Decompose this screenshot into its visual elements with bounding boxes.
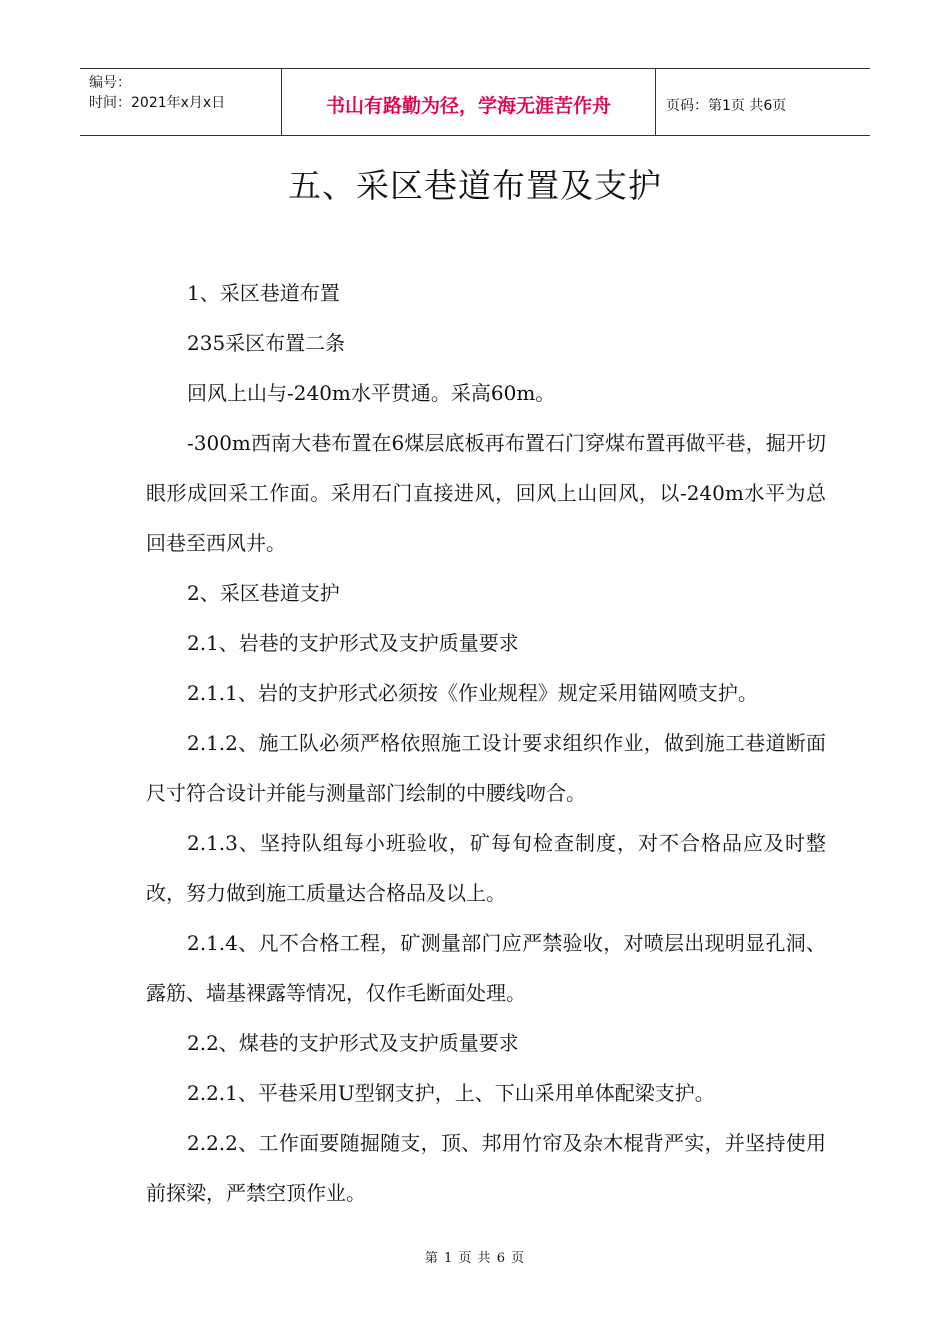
document-body — [146, 268, 826, 1218]
paragraph: 235采区布置二条 — [187, 331, 346, 355]
paragraph: 2.1.1、岩的支护形式必须按《作业规程》规定采用锚网喷支护。 — [187, 681, 758, 705]
paragraph: 2.1.4、凡不合格工程，矿测量部门应严禁验收，对喷层出现明显孔洞、露筋、墙基裸露等情况，仅作毛断面处理。 — [146, 931, 826, 1005]
paragraph: 2.1、岩巷的支护形式及支护质量要求 — [187, 631, 519, 655]
header-page-code: 页码：第1页 共6页 — [666, 98, 787, 114]
document-time-label: 时间：2021年x月x日 — [89, 95, 226, 111]
header-page-cell — [656, 69, 870, 135]
header-motto: 书山有路勤为径，学海无涯苦作舟 — [325, 95, 611, 117]
page-footer: 第 1 页 共 6 页 — [424, 1251, 526, 1266]
paragraph: -300m西南大巷布置在6煤层底板再布置石门穿煤布置再做平巷，掘开切眼形成回采工作面。采用石门直接进风，回风上山回风，以-240m水平为总回巷至西风井。 — [146, 431, 826, 555]
paragraph: 2.2、煤巷的支护形式及支护质量要求 — [187, 1031, 519, 1055]
paragraph: 2.2.2、工作面要随掘随支，顶、邦用竹帘及杂木棍背严实，并坚持使用前探梁，严禁空顶作业。 — [146, 1131, 826, 1205]
header-table — [80, 68, 870, 136]
paragraph: 回风上山与-240m水平贯通。采高60m。 — [187, 381, 556, 405]
paragraph: 2.1.2、施工队必须严格依照施工设计要求组织作业，做到施工巷道断面尺寸符合设计并能与测量部门绘制的中腰线吻合。 — [146, 731, 826, 805]
document-title: 五、采区巷道布置及支护 — [288, 166, 662, 205]
paragraph: 1、采区巷道布置 — [187, 281, 340, 305]
header-info-cell — [80, 69, 282, 135]
paragraph: 2、采区巷道支护 — [187, 581, 340, 605]
header-motto-cell — [282, 69, 656, 135]
paragraph: 2.2.1、平巷采用U型钢支护，上、下山采用单体配梁支护。 — [187, 1081, 715, 1105]
document-number-label: 编号： — [89, 75, 131, 91]
paragraph: 2.1.3、坚持队组每小班验收，矿每旬检查制度，对不合格品应及时整改，努力做到施工质量达合格品及以上。 — [146, 831, 826, 905]
